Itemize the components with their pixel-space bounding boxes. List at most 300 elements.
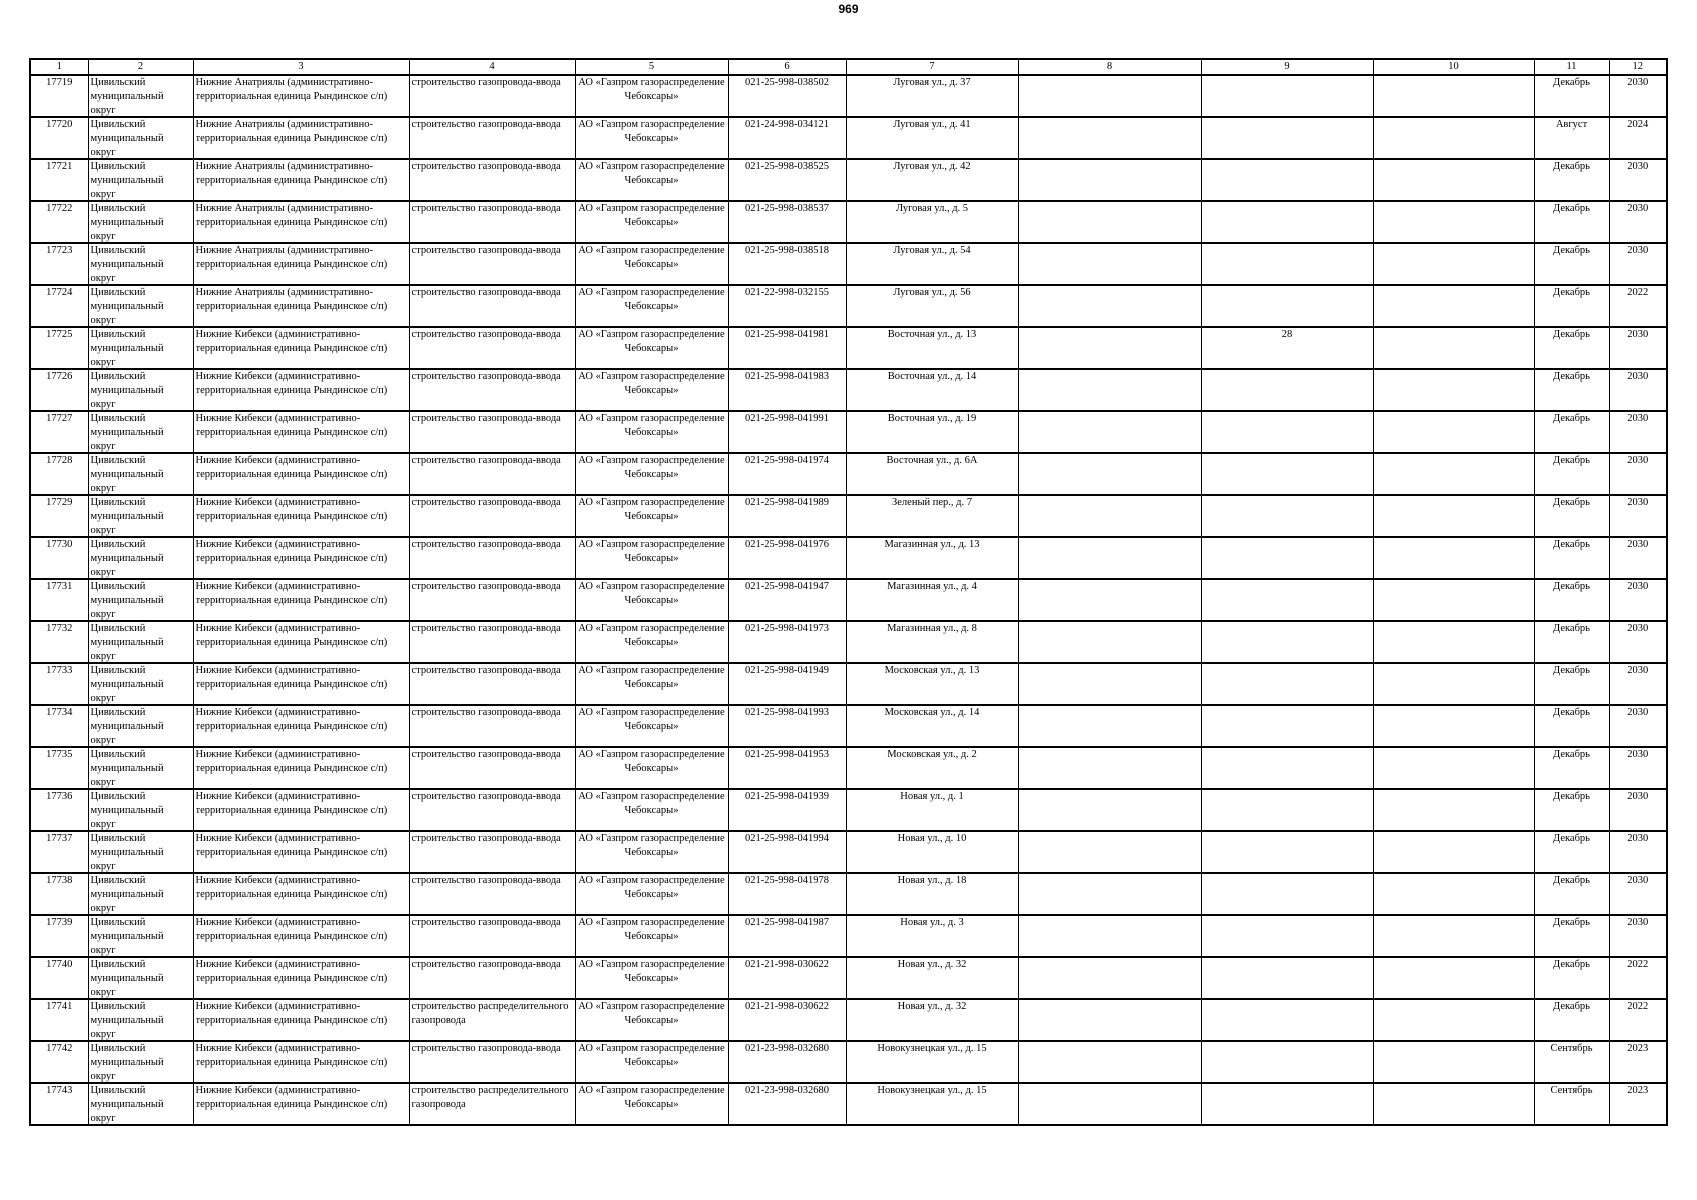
organization-cell-text: АО «Газпром газораспределение Чебоксары» [578, 119, 725, 144]
column-9-cell [1201, 747, 1373, 789]
column-9-cell-text [1204, 118, 1371, 158]
column-8-cell [1018, 915, 1201, 957]
locality-cell [193, 873, 409, 915]
work-type-cell-text: строительство газопровода-ввода [411, 917, 561, 928]
locality-cell [193, 831, 409, 873]
address-cell [846, 411, 1018, 453]
row-number [30, 369, 88, 411]
row-number [30, 117, 88, 159]
work-type-cell-text: строительство газопровода-ввода [411, 665, 561, 676]
address-cell [846, 285, 1018, 327]
locality-cell-text: Нижние Анатриялы (административно-территориальная единица Рындинское с/п) [195, 245, 388, 270]
organization-cell [575, 999, 728, 1041]
table-row [30, 705, 1667, 747]
month-cell-text: Декабрь [1553, 1001, 1590, 1012]
month-cell-text: Декабрь [1553, 413, 1590, 424]
row-number-text: 17730 [46, 539, 73, 550]
year-cell [1609, 201, 1667, 243]
row-number [30, 411, 88, 453]
column-8-cell-text [1021, 874, 1199, 914]
column-8-cell-text [1021, 1084, 1199, 1124]
month-cell [1534, 369, 1609, 411]
code-cell [728, 957, 846, 999]
year-cell [1609, 537, 1667, 579]
column-8-cell-text [1021, 76, 1199, 116]
work-type-cell-text: строительство газопровода-ввода [411, 413, 561, 424]
locality-cell [193, 369, 409, 411]
district-cell-text: Цивильский муниципальный округ [90, 455, 164, 494]
address-cell [846, 243, 1018, 285]
month-cell-text: Декабрь [1553, 791, 1590, 802]
year-cell [1609, 75, 1667, 117]
column-10-cell-text [1376, 958, 1532, 998]
column-9-cell-text [1204, 622, 1371, 662]
column-9-cell-text [1204, 202, 1371, 242]
organization-cell-text: АО «Газпром газораспределение Чебоксары» [578, 791, 725, 816]
month-cell [1534, 75, 1609, 117]
month-cell-text: Декабрь [1553, 749, 1590, 760]
year-cell [1609, 747, 1667, 789]
row-number [30, 453, 88, 495]
organization-cell [575, 915, 728, 957]
address-cell [846, 579, 1018, 621]
month-cell-text: Декабрь [1553, 539, 1590, 550]
month-cell-text: Сентябрь [1550, 1085, 1593, 1096]
column-10-cell [1373, 873, 1534, 915]
table-row [30, 957, 1667, 999]
organization-cell-text: АО «Газпром газораспределение Чебоксары» [578, 959, 725, 984]
column-8-cell-text [1021, 496, 1199, 536]
work-type-cell [409, 285, 575, 327]
work-type-cell [409, 369, 575, 411]
district-cell [88, 369, 193, 411]
column-8-cell [1018, 201, 1201, 243]
month-cell [1534, 243, 1609, 285]
row-number [30, 915, 88, 957]
page-number: 969 [838, 2, 859, 16]
organization-cell [575, 201, 728, 243]
table-row [30, 1041, 1667, 1083]
district-cell-text: Цивильский муниципальный округ [90, 707, 164, 746]
column-9-cell [1201, 201, 1373, 243]
table-row [30, 873, 1667, 915]
work-type-cell-text: строительство газопровода-ввода [411, 623, 561, 634]
column-8-cell-text [1021, 160, 1199, 200]
month-cell-text: Декабрь [1553, 623, 1590, 634]
year-cell-text: 2030 [1627, 707, 1649, 718]
organization-cell-text: АО «Газпром газораспределение Чебоксары» [578, 245, 725, 270]
address-cell [846, 831, 1018, 873]
year-cell [1609, 579, 1667, 621]
work-type-cell-text: строительство газопровода-ввода [411, 203, 561, 214]
column-9-cell-text [1204, 1084, 1371, 1124]
district-cell-text: Цивильский муниципальный округ [90, 287, 164, 326]
year-cell-text: 2030 [1627, 581, 1649, 592]
work-type-cell [409, 453, 575, 495]
organization-cell-text: АО «Газпром газораспределение Чебоксары» [578, 329, 725, 354]
work-type-cell [409, 1041, 575, 1083]
district-cell-text: Цивильский муниципальный округ [90, 539, 164, 578]
column-10-cell [1373, 1083, 1534, 1125]
column-10-cell-text [1376, 1084, 1532, 1124]
column-10-cell [1373, 453, 1534, 495]
month-cell [1534, 999, 1609, 1041]
column-10-cell-text [1376, 538, 1532, 578]
address-cell [846, 369, 1018, 411]
column-9-cell [1201, 243, 1373, 285]
locality-cell-text: Нижние Кибекси (административно-территориальная единица Рындинское с/п) [195, 707, 388, 732]
column-9-cell-text [1204, 916, 1371, 956]
month-cell-text: Декабрь [1553, 581, 1590, 592]
month-cell [1534, 873, 1609, 915]
locality-cell [193, 915, 409, 957]
district-cell [88, 1083, 193, 1125]
code-cell [728, 411, 846, 453]
column-10-cell-text [1376, 580, 1532, 620]
organization-cell-text: АО «Газпром газораспределение Чебоксары» [578, 1001, 725, 1026]
code-cell-text: 021-21-998-030622 [745, 1001, 829, 1012]
column-9-cell [1201, 453, 1373, 495]
organization-cell-text: АО «Газпром газораспределение Чебоксары» [578, 623, 725, 648]
work-type-cell [409, 411, 575, 453]
locality-cell [193, 411, 409, 453]
column-header-4: 4 [409, 59, 575, 75]
organization-cell [575, 579, 728, 621]
column-9-cell [1201, 999, 1373, 1041]
code-cell [728, 1083, 846, 1125]
column-10-cell-text [1376, 790, 1532, 830]
table-row [30, 411, 1667, 453]
work-type-cell-text: строительство газопровода-ввода [411, 581, 561, 592]
column-9-cell-text [1204, 832, 1371, 872]
column-10-cell [1373, 957, 1534, 999]
organization-cell-text: АО «Газпром газораспределение Чебоксары» [578, 497, 725, 522]
locality-cell-text: Нижние Кибекси (административно-территориальная единица Рындинское с/п) [195, 791, 388, 816]
column-10-cell [1373, 369, 1534, 411]
locality-cell [193, 495, 409, 537]
column-10-cell-text [1376, 832, 1532, 872]
address-cell-text: Магазинная ул., д. 8 [887, 623, 977, 634]
row-number [30, 537, 88, 579]
row-number [30, 621, 88, 663]
row-number-text: 17738 [46, 875, 73, 886]
year-cell-text: 2030 [1627, 497, 1649, 508]
column-10-cell-text [1376, 664, 1532, 704]
locality-cell [193, 453, 409, 495]
column-9-cell [1201, 285, 1373, 327]
month-cell [1534, 201, 1609, 243]
work-type-cell [409, 621, 575, 663]
organization-cell-text: АО «Газпром газораспределение Чебоксары» [578, 1085, 725, 1110]
table-row [30, 621, 1667, 663]
district-cell-text: Цивильский муниципальный округ [90, 497, 164, 536]
column-10-cell-text [1376, 160, 1532, 200]
month-cell [1534, 705, 1609, 747]
locality-cell-text: Нижние Кибекси (административно-территориальная единица Рындинское с/п) [195, 917, 388, 942]
district-cell [88, 999, 193, 1041]
address-cell [846, 201, 1018, 243]
work-type-cell [409, 747, 575, 789]
column-9-cell-text [1204, 370, 1371, 410]
column-10-cell [1373, 243, 1534, 285]
year-cell [1609, 999, 1667, 1041]
column-10-cell-text [1376, 874, 1532, 914]
column-10-cell [1373, 915, 1534, 957]
district-cell [88, 411, 193, 453]
year-cell [1609, 159, 1667, 201]
work-type-cell [409, 957, 575, 999]
month-cell [1534, 453, 1609, 495]
organization-cell [575, 1083, 728, 1125]
column-9-cell-text: 28 [1281, 329, 1293, 340]
year-cell [1609, 621, 1667, 663]
row-number-text: 17723 [46, 245, 73, 256]
district-cell [88, 1041, 193, 1083]
column-8-cell [1018, 411, 1201, 453]
district-cell-text: Цивильский муниципальный округ [90, 581, 164, 620]
locality-cell-text: Нижние Кибекси (административно-территориальная единица Рындинское с/п) [195, 1085, 388, 1110]
column-10-cell-text [1376, 622, 1532, 662]
code-cell [728, 999, 846, 1041]
district-cell-text: Цивильский муниципальный округ [90, 749, 164, 788]
code-cell [728, 117, 846, 159]
organization-cell [575, 285, 728, 327]
month-cell [1534, 579, 1609, 621]
column-header-11: 11 [1534, 59, 1609, 75]
table-row [30, 159, 1667, 201]
year-cell-text: 2030 [1627, 455, 1649, 466]
work-type-cell-text: строительство газопровода-ввода [411, 875, 561, 886]
column-9-cell-text [1204, 538, 1371, 578]
year-cell [1609, 957, 1667, 999]
organization-cell-text: АО «Газпром газораспределение Чебоксары» [578, 371, 725, 396]
year-cell [1609, 915, 1667, 957]
organization-cell [575, 117, 728, 159]
column-8-cell [1018, 579, 1201, 621]
month-cell [1534, 1083, 1609, 1125]
code-cell-text: 021-25-998-041983 [745, 371, 829, 382]
work-type-cell [409, 159, 575, 201]
column-8-cell [1018, 705, 1201, 747]
column-8-cell [1018, 1041, 1201, 1083]
column-8-cell-text [1021, 664, 1199, 704]
column-9-cell [1201, 957, 1373, 999]
locality-cell [193, 789, 409, 831]
address-cell [846, 1041, 1018, 1083]
locality-cell-text: Нижние Кибекси (административно-территориальная единица Рындинское с/п) [195, 497, 388, 522]
code-cell-text: 021-25-998-041987 [745, 917, 829, 928]
code-cell [728, 537, 846, 579]
district-cell-text: Цивильский муниципальный округ [90, 1085, 164, 1124]
organization-cell-text: АО «Газпром газораспределение Чебоксары» [578, 833, 725, 858]
row-number [30, 75, 88, 117]
organization-cell-text: АО «Газпром газораспределение Чебоксары» [578, 917, 725, 942]
work-type-cell [409, 705, 575, 747]
code-cell [728, 621, 846, 663]
row-number-text: 17724 [46, 287, 73, 298]
work-type-cell [409, 831, 575, 873]
table-row [30, 831, 1667, 873]
locality-cell [193, 117, 409, 159]
month-cell [1534, 537, 1609, 579]
column-8-cell-text [1021, 622, 1199, 662]
code-cell [728, 1041, 846, 1083]
address-cell [846, 999, 1018, 1041]
year-cell-text: 2030 [1627, 833, 1649, 844]
column-header-1: 1 [30, 59, 88, 75]
column-9-cell [1201, 873, 1373, 915]
district-cell-text: Цивильский муниципальный округ [90, 161, 164, 200]
table-row [30, 747, 1667, 789]
year-cell [1609, 831, 1667, 873]
year-cell [1609, 411, 1667, 453]
district-cell-text: Цивильский муниципальный округ [90, 371, 164, 410]
year-cell-text: 2030 [1627, 413, 1649, 424]
organization-cell [575, 873, 728, 915]
row-number-text: 17736 [46, 791, 73, 802]
year-cell [1609, 873, 1667, 915]
code-cell-text: 021-23-998-032680 [745, 1043, 829, 1054]
year-cell-text: 2030 [1627, 77, 1649, 88]
code-cell-text: 021-25-998-041993 [745, 707, 829, 718]
column-9-cell [1201, 495, 1373, 537]
year-cell-text: 2022 [1627, 287, 1649, 298]
row-number-text: 17735 [46, 749, 73, 760]
address-cell-text: Восточная ул., д. 14 [887, 371, 977, 382]
month-cell-text: Сентябрь [1550, 1043, 1593, 1054]
month-cell [1534, 495, 1609, 537]
column-10-cell [1373, 495, 1534, 537]
organization-cell [575, 495, 728, 537]
address-cell [846, 915, 1018, 957]
month-cell [1534, 831, 1609, 873]
column-10-cell [1373, 411, 1534, 453]
locality-cell-text: Нижние Кибекси (административно-территориальная единица Рындинское с/п) [195, 455, 388, 480]
column-8-cell-text [1021, 286, 1199, 326]
address-cell [846, 957, 1018, 999]
column-10-cell-text [1376, 1042, 1532, 1082]
work-type-cell-text: строительство газопровода-ввода [411, 329, 561, 340]
row-number-text: 17740 [46, 959, 73, 970]
code-cell-text: 021-25-998-041974 [745, 455, 829, 466]
year-cell-text: 2024 [1627, 119, 1649, 130]
column-header-9: 9 [1201, 59, 1373, 75]
column-9-cell [1201, 1041, 1373, 1083]
table-row [30, 789, 1667, 831]
work-type-cell [409, 873, 575, 915]
column-10-cell-text [1376, 286, 1532, 326]
column-10-cell [1373, 201, 1534, 243]
district-cell-text: Цивильский муниципальный округ [90, 329, 164, 368]
column-9-cell-text [1204, 244, 1371, 284]
address-cell-text: Московская ул., д. 2 [887, 749, 977, 760]
column-10-cell-text [1376, 118, 1532, 158]
column-8-cell-text [1021, 1000, 1199, 1040]
locality-cell [193, 705, 409, 747]
address-cell-text: Луговая ул., д. 56 [893, 287, 971, 298]
locality-cell-text: Нижние Кибекси (административно-территориальная единица Рындинское с/п) [195, 329, 388, 354]
organization-cell-text: АО «Газпром газораспределение Чебоксары» [578, 413, 725, 438]
month-cell-text: Декабрь [1553, 287, 1590, 298]
work-type-cell-text: строительство газопровода-ввода [411, 959, 561, 970]
row-number [30, 495, 88, 537]
address-cell-text: Восточная ул., д. 19 [887, 413, 977, 424]
column-10-cell-text [1376, 706, 1532, 746]
address-cell-text: Новая ул., д. 10 [897, 833, 967, 844]
work-type-cell [409, 915, 575, 957]
code-cell [728, 453, 846, 495]
work-type-cell-text: строительство газопровода-ввода [411, 497, 561, 508]
column-header-8: 8 [1018, 59, 1201, 75]
year-cell-text: 2030 [1627, 917, 1649, 928]
year-cell [1609, 789, 1667, 831]
district-cell-text: Цивильский муниципальный округ [90, 119, 164, 158]
column-8-cell-text [1021, 706, 1199, 746]
work-type-cell-text: строительство газопровода-ввода [411, 161, 561, 172]
column-10-cell [1373, 1041, 1534, 1083]
row-number-text: 17739 [46, 917, 73, 928]
address-cell [846, 537, 1018, 579]
code-cell-text: 021-25-998-041994 [745, 833, 829, 844]
district-cell [88, 873, 193, 915]
district-cell [88, 285, 193, 327]
column-10-cell [1373, 747, 1534, 789]
month-cell [1534, 621, 1609, 663]
address-cell-text: Луговая ул., д. 41 [893, 119, 971, 130]
code-cell-text: 021-25-998-041949 [745, 665, 829, 676]
organization-cell [575, 327, 728, 369]
table-row [30, 537, 1667, 579]
column-9-cell [1201, 789, 1373, 831]
column-9-cell [1201, 327, 1373, 369]
address-cell-text: Московская ул., д. 13 [884, 665, 980, 676]
column-8-cell [1018, 1083, 1201, 1125]
code-cell [728, 327, 846, 369]
row-number-text: 17729 [46, 497, 73, 508]
organization-cell [575, 789, 728, 831]
year-cell [1609, 1083, 1667, 1125]
column-header-12: 12 [1609, 59, 1667, 75]
address-cell [846, 75, 1018, 117]
year-cell-text: 2030 [1627, 875, 1649, 886]
column-10-cell-text [1376, 748, 1532, 788]
code-cell-text: 021-25-998-041989 [745, 497, 829, 508]
year-cell [1609, 327, 1667, 369]
organization-cell-text: АО «Газпром газораспределение Чебоксары» [578, 581, 725, 606]
data-table [29, 58, 1668, 1126]
work-type-cell-text: строительство газопровода-ввода [411, 455, 561, 466]
code-cell [728, 663, 846, 705]
column-9-cell [1201, 663, 1373, 705]
column-8-cell-text [1021, 790, 1199, 830]
column-10-cell-text [1376, 1000, 1532, 1040]
work-type-cell-text: строительство газопровода-ввода [411, 749, 561, 760]
work-type-cell-text: строительство газопровода-ввода [411, 1043, 561, 1054]
work-type-cell [409, 537, 575, 579]
locality-cell-text: Нижние Кибекси (административно-территориальная единица Рындинское с/п) [195, 833, 388, 858]
work-type-cell-text: строительство газопровода-ввода [411, 287, 561, 298]
address-cell [846, 117, 1018, 159]
district-cell-text: Цивильский муниципальный округ [90, 875, 164, 914]
month-cell [1534, 285, 1609, 327]
table-row [30, 75, 1667, 117]
organization-cell [575, 957, 728, 999]
code-cell-text: 021-25-998-038518 [745, 245, 829, 256]
year-cell-text: 2030 [1627, 665, 1649, 676]
row-number-text: 17737 [46, 833, 73, 844]
month-cell [1534, 747, 1609, 789]
locality-cell [193, 243, 409, 285]
